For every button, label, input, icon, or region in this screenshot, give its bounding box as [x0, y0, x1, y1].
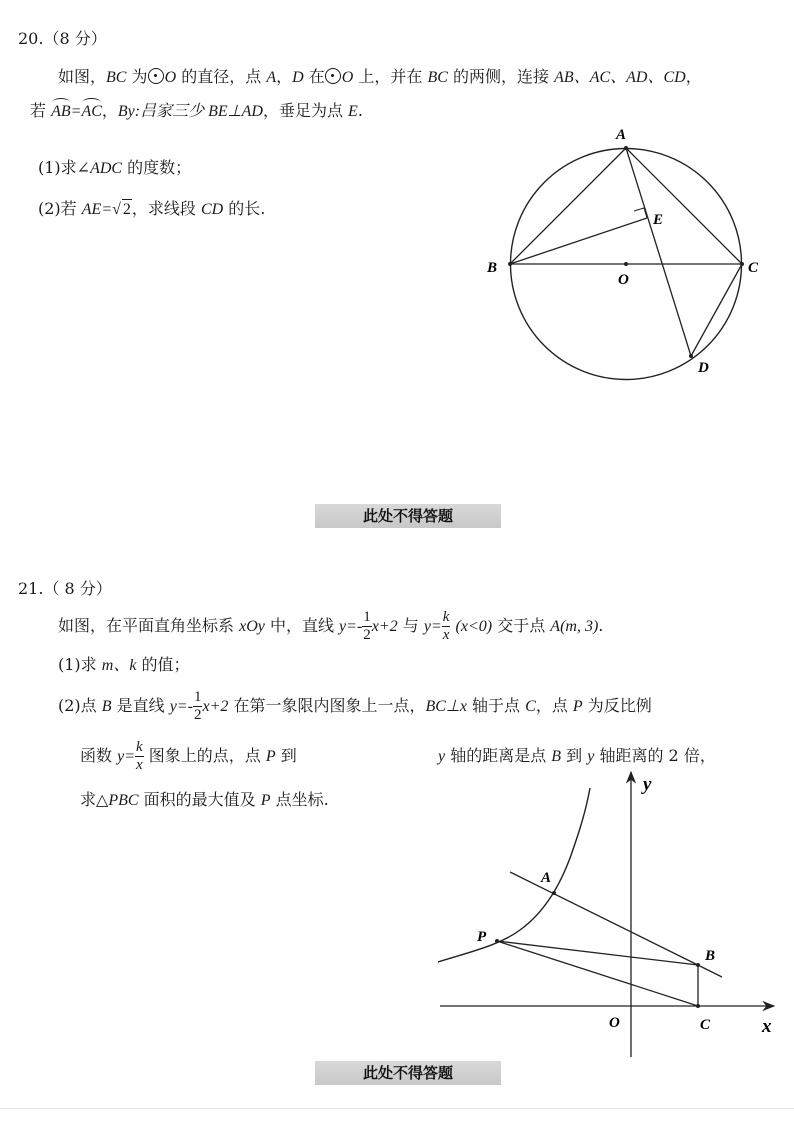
- point-c-dot: [696, 1004, 700, 1008]
- label-c: C: [748, 260, 759, 276]
- label-y: y: [643, 774, 652, 795]
- no-answer-zone-banner: 此处不得答题: [315, 504, 501, 528]
- point-b-dot: [508, 262, 512, 266]
- q20-figure: [470, 118, 770, 388]
- label-o: O: [618, 272, 629, 288]
- segment-ac: [626, 148, 742, 264]
- label-a: A: [541, 870, 552, 886]
- no-answer-zone-banner: 此处不得答题: [315, 1061, 501, 1085]
- q20-line2: 若 AB=AC，By:吕家三少 BE⊥AD，垂足为点 E.: [30, 101, 363, 120]
- label-x: x: [762, 1016, 772, 1037]
- label-c: C: [700, 1017, 711, 1033]
- q20-part2: (2)若 AE=√ 2，求线段 CD 的长.: [38, 199, 266, 218]
- q21-figure: [430, 766, 785, 1066]
- page-bottom-divider: [0, 1108, 794, 1109]
- segment-cd: [691, 264, 742, 356]
- point-o-dot: [624, 262, 628, 266]
- label-a: A: [616, 127, 627, 143]
- fraction-k-over-x: $\frac{k}{x}$: [136, 739, 143, 773]
- label-o: O: [609, 1015, 620, 1031]
- point-p-dot: [495, 939, 499, 943]
- circle-dot-symbol: [148, 68, 164, 84]
- q21-header: 21.（ 8 分）: [18, 579, 112, 598]
- arc-ac: AC: [81, 103, 102, 120]
- point-c-dot: [740, 262, 744, 266]
- label-e: E: [653, 212, 664, 228]
- q21-line4-left: 函数 y= $\frac{k}{x}$ 图象上的点，点 P 到: [80, 739, 297, 773]
- q21-part1: (1)求 m、k 的值；: [58, 655, 190, 674]
- q20-header: 20.（8 分）: [18, 29, 107, 48]
- point-a-dot: [552, 891, 556, 895]
- label-p: P: [477, 929, 487, 945]
- fraction-one-half: $\frac{1}{2}$: [363, 609, 371, 643]
- line-ab: [510, 872, 722, 977]
- label-b: B: [487, 260, 498, 276]
- q20-part1: (1)求∠ADC 的度数；: [38, 158, 192, 177]
- q21-line1: 如图，在平面直角坐标系 xOy 中，直线 y=- $\frac{1}{2}$ x+2 与 y= $\frac{k}{x}$ (x<0) 交于点 A(m, 3).: [58, 609, 604, 643]
- point-d-dot: [689, 354, 693, 358]
- circle-dot-symbol: [325, 68, 341, 84]
- q21-part2: (2)点 B 是直线 y=- $\frac{1}{2}$ x+2 在第一象限内图象上一点，BC⊥x 轴于点 C，点 P 为反比例: [58, 689, 652, 723]
- q21-line4-right: y 轴的距离是点 B 到 y 轴距离的 2 倍，: [438, 746, 716, 765]
- q21-line5: 求△PBC 面积的最大值及 P 点坐标.: [80, 790, 329, 809]
- fraction-one-half: $\frac{1}{2}$: [193, 689, 202, 723]
- arc-ab: AB: [51, 103, 71, 120]
- segment-pb: [497, 941, 698, 965]
- segment-ad: [626, 148, 691, 356]
- q20-line1: 如图，BC 为 O 的直径，点 A，D 在 O 上，并在 BC 的两侧，连接 AB、AC、AD、CD，: [58, 67, 702, 86]
- point-a-dot: [624, 146, 628, 150]
- fraction-k-over-x: $\frac{k}{x}$: [442, 609, 450, 643]
- point-b-dot: [696, 963, 700, 967]
- hyperbola-curve: [438, 788, 590, 962]
- segment-ab: [510, 148, 626, 264]
- label-d: D: [698, 360, 709, 376]
- label-b: B: [705, 948, 716, 964]
- segment-be: [510, 218, 647, 264]
